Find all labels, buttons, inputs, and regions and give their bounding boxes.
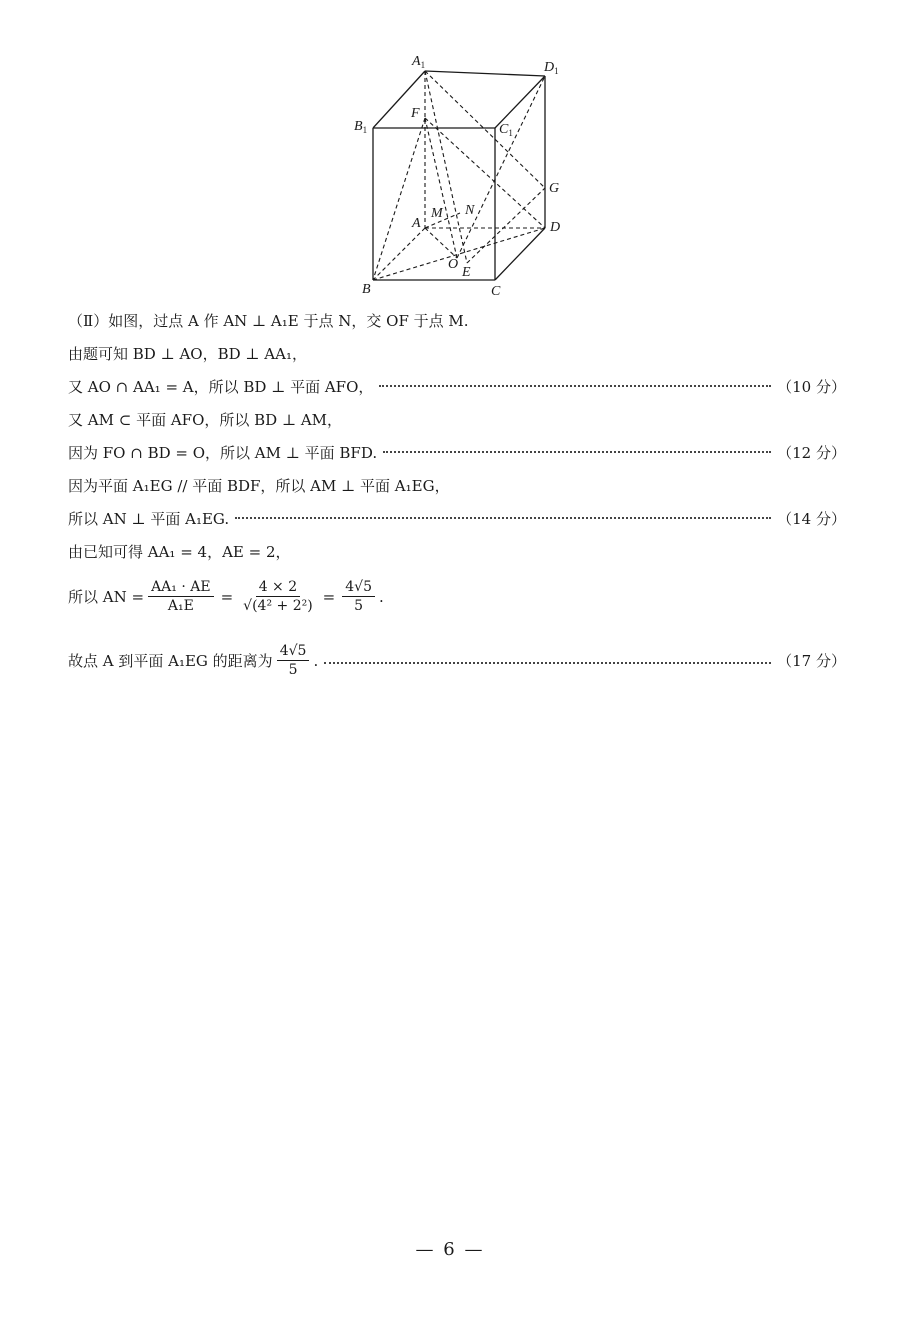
label-o: O <box>448 257 459 272</box>
score-label: （10 分） <box>777 378 846 396</box>
label-c1: $C_1$ <box>499 122 513 138</box>
edge-d1c1 <box>495 76 545 128</box>
label-e: E <box>462 265 471 280</box>
line-fd <box>425 118 545 228</box>
conclusion-fraction: $\frac{4√5}{5}$ <box>277 642 310 679</box>
label-b: B <box>362 282 371 297</box>
dot-leader <box>383 451 771 453</box>
dot-leader <box>235 517 771 519</box>
formula-line: 所以 AN = $\frac{\text{AA₁ · AE}}{\text{A₁E}}$ = $\frac{4 \times 2}{\text{√(4² + 2²)}}$ = $\frac{4√5}{5}$ . <box>68 579 384 614</box>
line-a1g <box>425 71 545 188</box>
label-a: A <box>412 216 421 231</box>
solution-line-7: 所以 AN ⊥ 平面 A₁EG. （14 分） <box>68 510 846 528</box>
page-number: — 6 — <box>415 1239 485 1260</box>
score-label: （12 分） <box>777 444 846 462</box>
solution-line-5: 因为 FO ∩ BD = O，所以 AM ⊥ 平面 BFD. （12 分） <box>68 444 846 462</box>
line-od1 <box>457 76 545 258</box>
label-b1: $B_1$ <box>354 119 368 135</box>
label-c: C <box>491 284 501 299</box>
label-g: G <box>549 181 560 196</box>
solution-line-6: 因为平面 A₁EG // 平面 BDF，所以 AM ⊥ 平面 A₁EG， <box>68 477 450 495</box>
dot-leader <box>379 385 771 387</box>
formula-prefix: 所以 AN = <box>68 587 145 606</box>
score-label: （17 分） <box>777 651 846 670</box>
label-d1: $D_1$ <box>544 60 559 76</box>
label-d: D <box>550 220 561 235</box>
dot-leader <box>324 662 771 664</box>
solution-line-1: （Ⅱ）如图，过点 A 作 AN ⊥ A₁E 于点 N，交 OF 于点 M. <box>68 312 469 330</box>
geometry-figure <box>340 48 580 300</box>
line-fo <box>425 118 457 258</box>
edge-a1d1 <box>425 71 545 76</box>
edge-cd <box>495 228 545 280</box>
label-n: N <box>465 203 475 218</box>
solution-line-8: 由已知可得 AA₁ = 4，AE = 2， <box>68 543 291 561</box>
fraction-3: $\frac{4√5}{5}$ <box>342 578 375 615</box>
line-fb <box>373 118 425 280</box>
equals-sign: = <box>220 587 234 606</box>
solution-line-2: 由题可知 BD ⊥ AO，BD ⊥ AA₁， <box>68 345 307 363</box>
fraction-1: $\frac{\text{AA₁ · AE}}{\text{A₁E}}$ <box>148 578 214 615</box>
equals-sign: = <box>322 587 336 606</box>
line-ao <box>425 228 457 258</box>
score-label: （14 分） <box>777 510 846 528</box>
label-f: F <box>411 106 420 121</box>
prism-diagram <box>340 48 580 300</box>
solution-line-3: 又 AO ∩ AA₁ = A，所以 BD ⊥ 平面 AFO， （10 分） <box>68 378 846 396</box>
conclusion-line: 故点 A 到平面 A₁EG 的距离为 $\frac{4√5}{5}$ . （17 分） <box>68 643 846 678</box>
solution-line-4: 又 AM ⊂ 平面 AFO，所以 BD ⊥ AM， <box>68 411 343 429</box>
line-eg <box>467 188 545 263</box>
fraction-2: $\frac{4 \times 2}{\text{√(4² + 2²)}}$ <box>243 579 313 614</box>
label-m: M <box>431 206 443 221</box>
label-a1: $A_1$ <box>412 54 426 70</box>
